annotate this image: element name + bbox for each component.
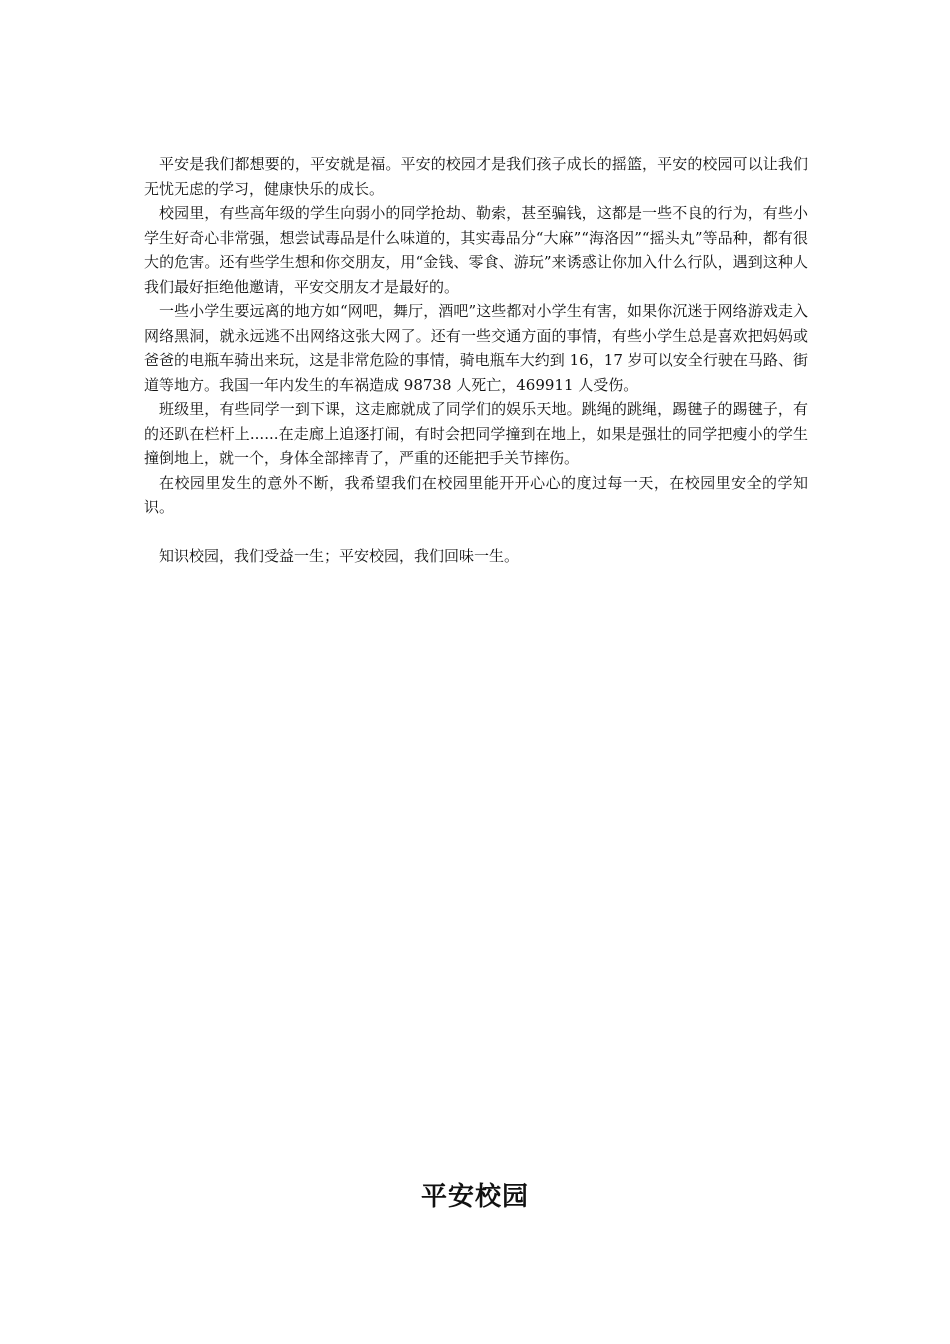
document-title: 平安校园 xyxy=(420,1182,529,1212)
paragraph-3: 一些小学生要远离的地方如“网吧，舞厅，酒吧”这些都对小学生有害，如果你沉迷于网络游戏走入网络黑洞，就永远逃不出网络这张大网了。还有一些交通方面的事情，有些小学生总是喜欢把妈妈或爸爸的电瓶车骑出来玩，这是非常危险的事情，骑电瓶车大约到 16，17 岁可以安全行驶在马路、街道等地方。我国一年内发生的车祸造成 98738 人死亡，469911 人受伤。 xyxy=(144,302,808,394)
paragraph-4: 班级里，有些同学一到下课，这走廊就成了同学们的娱乐天地。跳绳的跳绳，踢毽子的踢毽子，有的还趴在栏杆上......在走廊上追逐打闹，有时会把同学撞到在地上，如果是强壮的同学把瘦小的学生撞倒地上，就一个，身体全部摔青了，严重的还能把手关节摔伤。 xyxy=(144,400,808,467)
paragraph-1: 平安是我们都想要的，平安就是福。平安的校园才是我们孩子成长的摇篮，平安的校园可以让我们无忧无虑的学习，健康快乐的成长。 xyxy=(144,155,808,198)
closing-line: 知识校园，我们受益一生；平安校园，我们回味一生。 xyxy=(159,547,520,565)
paragraph-2: 校园里，有些高年级的学生向弱小的同学抢劫、勒索，甚至骗钱，这都是一些不良的行为，有些小学生好奇心非常强，想尝试毒品是什么味道的，其实毒品分“大麻”“海洛因”“摇头丸”等品种，都有很大的危害。还有些学生想和你交朋友，用“金钱、零食、游玩”来诱惑让你加入什么行队，遇到这种人我们最好拒绝他邀请，平安交朋友才是最好的。 xyxy=(144,204,808,296)
document-body xyxy=(144,152,808,569)
blank-line xyxy=(144,520,808,545)
paragraph-5: 在校园里发生的意外不断，我希望我们在校园里能开开心心的度过每一天，在校园里安全的学知识。 xyxy=(144,473,808,516)
